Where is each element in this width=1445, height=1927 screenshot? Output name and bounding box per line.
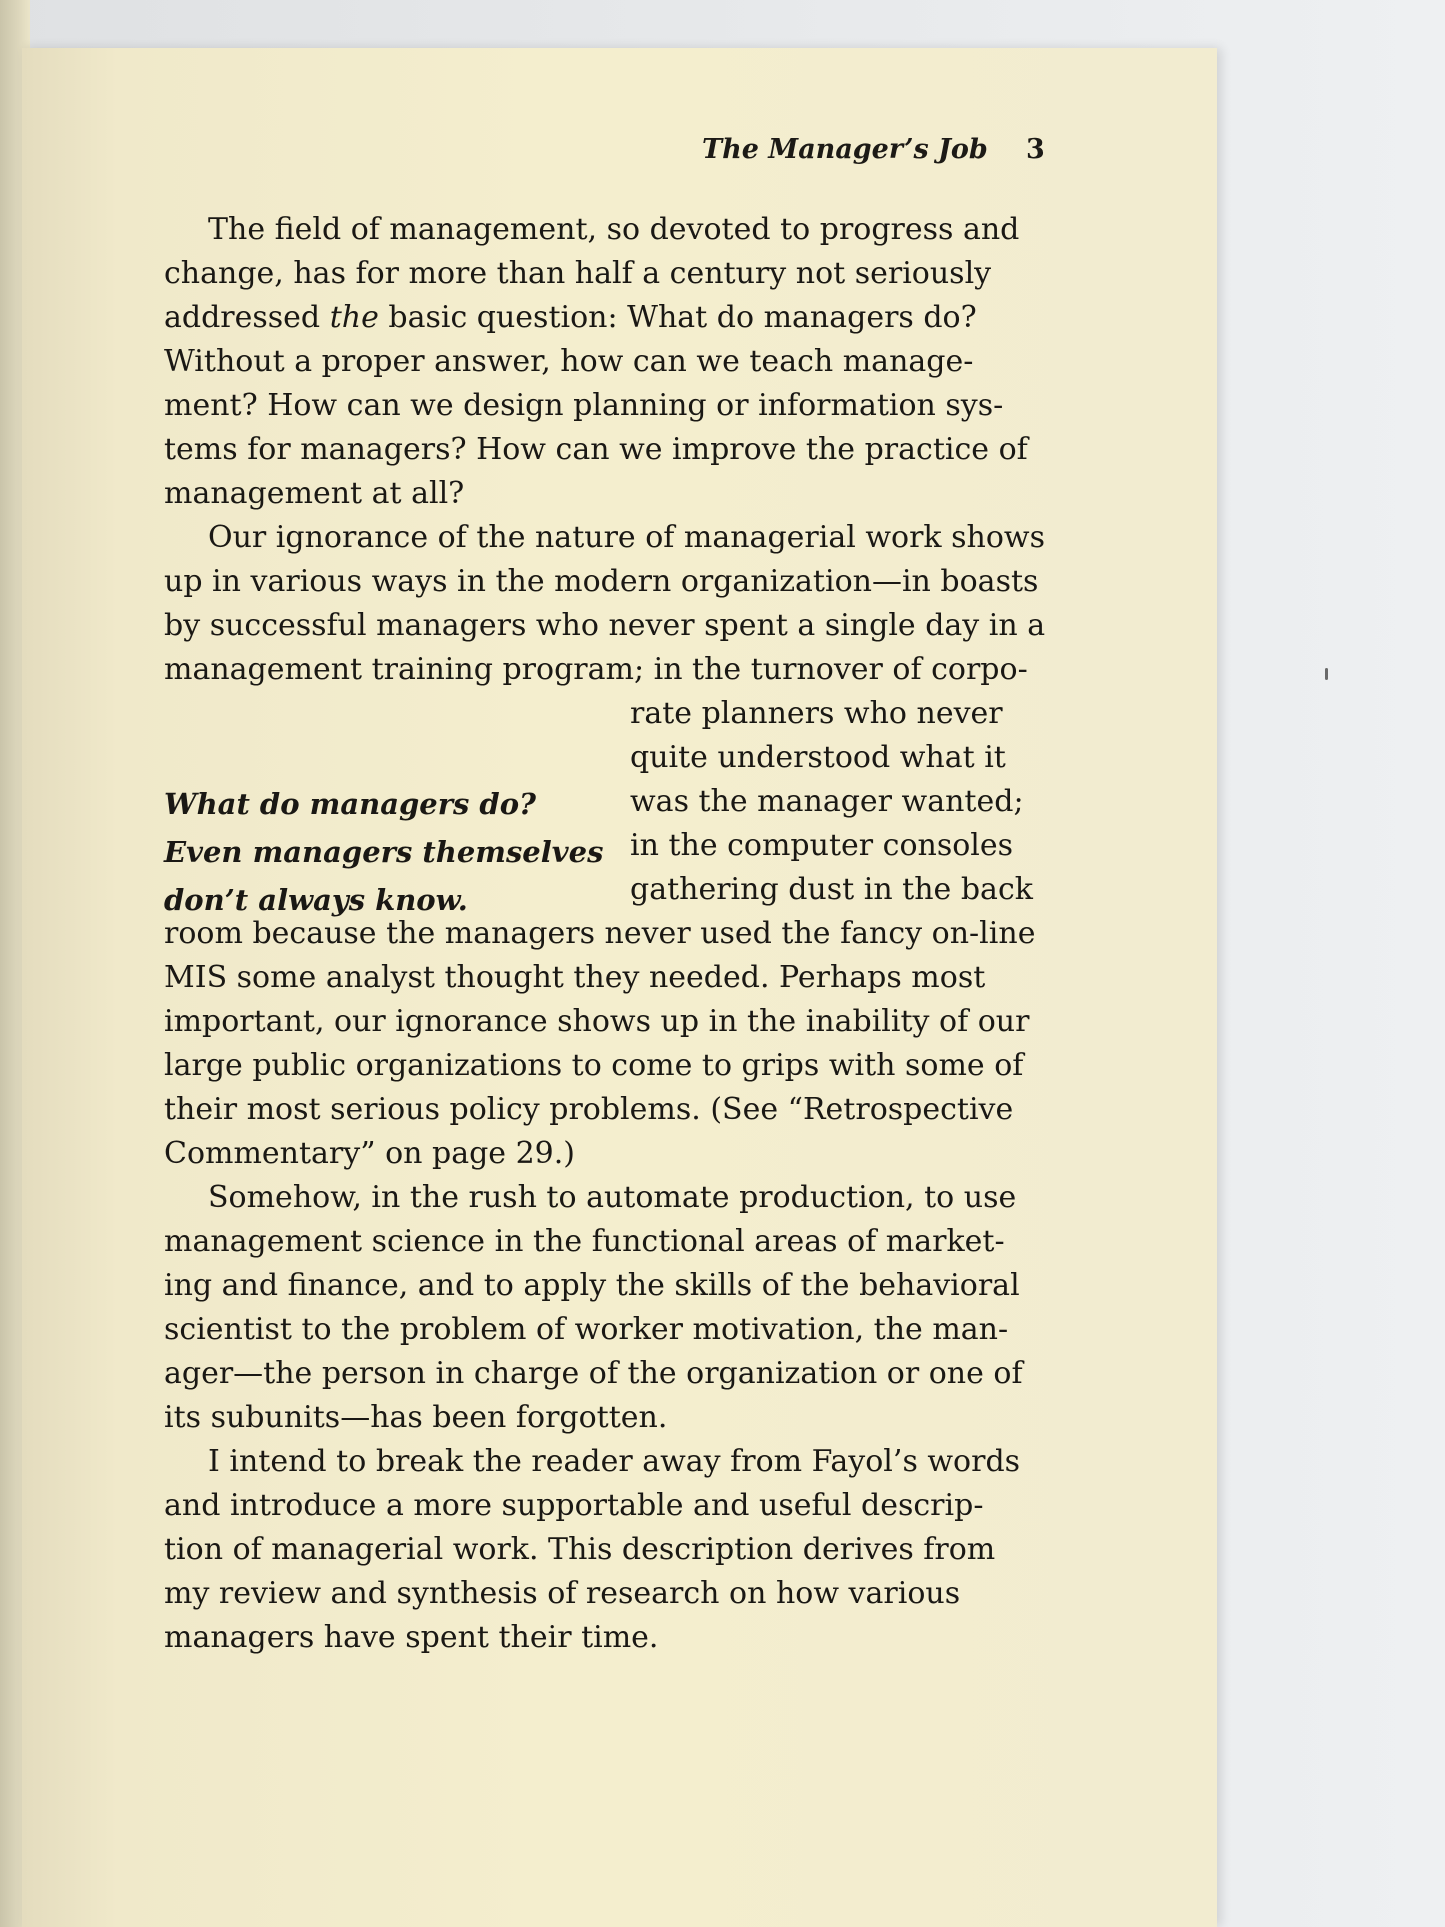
book-page <box>22 48 1217 1927</box>
text-line: tems for managers? How can we improve the practice of <box>164 432 1028 467</box>
paragraph-1 <box>164 208 1044 516</box>
paragraph-4 <box>164 1440 1044 1660</box>
text-line: ager—the person in charge of the organization or one of <box>164 1356 1023 1391</box>
text-line: large public organizations to come to grips with some of <box>164 1048 1024 1083</box>
pull-quote-line: don’t always know. <box>164 883 468 917</box>
text-line: its subunits—has been forgotten. <box>164 1400 668 1435</box>
text-line-wrapped: gathering dust in the back <box>630 872 1033 907</box>
text-line: and introduce a more supportable and useful descrip- <box>164 1488 984 1523</box>
text-line: up in various ways in the modern organization—in boasts <box>164 564 1039 599</box>
background-speck <box>1325 668 1328 680</box>
text-line: scientist to the problem of worker motivation, the man- <box>164 1312 1009 1347</box>
text-line: Commentary” on page 29.) <box>164 1136 576 1171</box>
text-line: room because the managers never used the fancy on-line <box>164 916 1036 951</box>
page-number: 3 <box>1026 134 1045 165</box>
text-line-wrapped: quite understood what it <box>630 740 1006 775</box>
text-line-wrapped: in the computer consoles <box>630 828 1014 863</box>
text-line: Our ignorance of the nature of managerial work shows <box>208 520 1045 555</box>
pull-quote-line: Even managers themselves <box>164 835 604 869</box>
text-line: Somehow, in the rush to automate production, to use <box>208 1180 1017 1215</box>
text-line: important, our ignorance shows up in the inability of our <box>164 1004 1030 1039</box>
text-line: I intend to break the reader away from Fayol’s words <box>208 1444 1021 1479</box>
emphasis-the: the <box>329 300 379 335</box>
text-line: their most serious policy problems. (See “Retrospective <box>164 1092 1014 1127</box>
running-header-title: The Manager’s Job <box>702 134 988 165</box>
text-line: managers have spent their time. <box>164 1620 659 1655</box>
paragraph-3 <box>164 1176 1044 1440</box>
text-line: management at all? <box>164 476 465 511</box>
pull-quote-line: What do managers do? <box>164 787 537 821</box>
text-line: my review and synthesis of research on how various <box>164 1576 961 1611</box>
text-line: by successful managers who never spent a single day in a <box>164 608 1046 643</box>
text-line: ment? How can we design planning or information sys- <box>164 388 1004 423</box>
text-line: tion of managerial work. This description derives from <box>164 1532 996 1567</box>
running-header <box>672 134 1072 184</box>
text-line: MIS some analyst thought they needed. Perhaps most <box>164 960 986 995</box>
text-line-wrapped: rate planners who never <box>630 696 1003 731</box>
pull-quote <box>164 780 604 924</box>
text-line-wrapped: was the manager wanted; <box>630 784 1024 819</box>
text-line: management science in the functional areas of market- <box>164 1224 1005 1259</box>
text-line: management training program; in the turnover of corpo- <box>164 652 1028 687</box>
text-line: addressed the basic question: What do managers do? <box>164 300 977 335</box>
text-line: change, has for more than half a century not seriously <box>164 256 992 291</box>
body-text <box>164 208 1044 1660</box>
text-line: The field of management, so devoted to progress and <box>208 212 1020 247</box>
text-line: ing and finance, and to apply the skills of the behavioral <box>164 1268 1020 1303</box>
text-line: Without a proper answer, how can we teach manage- <box>164 344 974 379</box>
